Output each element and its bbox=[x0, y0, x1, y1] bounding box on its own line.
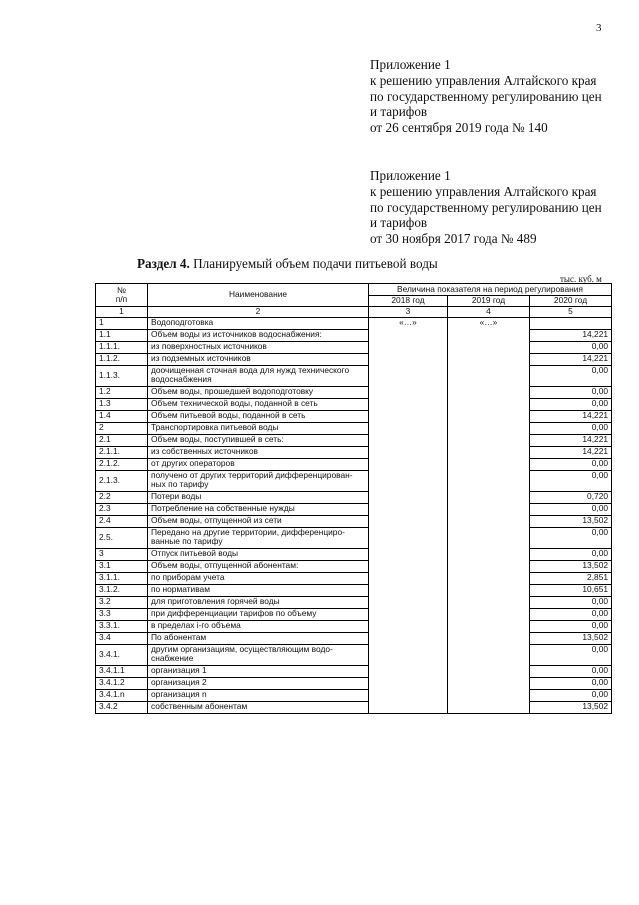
value-2019 bbox=[448, 560, 530, 572]
row-name: Отпуск питьевой воды bbox=[148, 548, 369, 560]
appendix-line: к решению управления Алтайского края bbox=[370, 72, 597, 88]
row-name: Потребление на собственные нужды bbox=[148, 503, 369, 515]
row-number: 3.1.1. bbox=[96, 572, 148, 584]
row-number: 3.4.1.2 bbox=[96, 677, 148, 689]
header-period-group: Величина показателя на период регулирования bbox=[369, 284, 612, 296]
row-name: организация 1 bbox=[148, 665, 369, 677]
value-2020: 0,00 bbox=[530, 422, 612, 434]
value-2020: 0,00 bbox=[530, 398, 612, 410]
value-2020: 0,00 bbox=[530, 341, 612, 353]
header-year: 2018 год bbox=[369, 296, 448, 307]
appendix-line: и тарифов bbox=[370, 104, 428, 120]
value-2018 bbox=[369, 458, 448, 470]
table-row bbox=[96, 572, 612, 584]
value-2018 bbox=[369, 410, 448, 422]
row-name: из подземных источников bbox=[148, 353, 369, 365]
value-2020: 0,00 bbox=[530, 596, 612, 608]
value-2019 bbox=[448, 386, 530, 398]
row-name: Транспортировка питьевой воды bbox=[148, 422, 369, 434]
row-number: 1.1.1. bbox=[96, 341, 148, 353]
section-label: Раздел 4. bbox=[137, 256, 190, 271]
table-row bbox=[96, 398, 612, 410]
row-number: 3.4 bbox=[96, 632, 148, 644]
value-2020: 14,221 bbox=[530, 434, 612, 446]
row-name: по приборам учета bbox=[148, 572, 369, 584]
table-row bbox=[96, 329, 612, 341]
page-number: 3 bbox=[596, 22, 602, 34]
row-number: 2 bbox=[96, 422, 148, 434]
value-2019 bbox=[448, 677, 530, 689]
units-label: тыс. куб. м bbox=[560, 274, 602, 284]
row-number: 1.2 bbox=[96, 386, 148, 398]
table-row bbox=[96, 365, 612, 386]
appendix-line: и тарифов bbox=[370, 215, 428, 231]
row-number: 2.1.3. bbox=[96, 470, 148, 491]
value-2018 bbox=[369, 560, 448, 572]
value-2020: 0,00 bbox=[530, 527, 612, 548]
value-2019 bbox=[448, 572, 530, 584]
value-2019 bbox=[448, 701, 530, 713]
value-2019 bbox=[448, 410, 530, 422]
value-2019 bbox=[448, 527, 530, 548]
row-name: по нормативам bbox=[148, 584, 369, 596]
table-row bbox=[96, 317, 612, 329]
table-row bbox=[96, 689, 612, 701]
value-2018 bbox=[369, 515, 448, 527]
value-2018 bbox=[369, 491, 448, 503]
value-2019 bbox=[448, 515, 530, 527]
appendix-line: от 30 ноября 2017 года № 489 bbox=[370, 231, 537, 247]
value-2019 bbox=[448, 422, 530, 434]
table-row bbox=[96, 446, 612, 458]
value-2019 bbox=[448, 503, 530, 515]
value-2020: 0,00 bbox=[530, 665, 612, 677]
table-row bbox=[96, 584, 612, 596]
column-number: 2 bbox=[148, 307, 369, 318]
column-number: 3 bbox=[369, 307, 448, 318]
value-2020: 0,00 bbox=[530, 677, 612, 689]
row-number: 3.4.2 bbox=[96, 701, 148, 713]
value-2018 bbox=[369, 470, 448, 491]
value-2019 bbox=[448, 596, 530, 608]
appendix-line: Приложение 1 bbox=[370, 168, 451, 183]
row-number: 2.5. bbox=[96, 527, 148, 548]
table-row bbox=[96, 386, 612, 398]
row-name: другим организациям, осуществляющим водо-снабжение bbox=[148, 644, 369, 665]
value-2018 bbox=[369, 353, 448, 365]
row-number: 2.1.2. bbox=[96, 458, 148, 470]
value-2020: 0,00 bbox=[530, 386, 612, 398]
value-2019 bbox=[448, 398, 530, 410]
table-row bbox=[96, 503, 612, 515]
value-2019 bbox=[448, 353, 530, 365]
row-name: Объем воды, отпущенной из сети bbox=[148, 515, 369, 527]
value-2018 bbox=[369, 584, 448, 596]
row-number: 2.2 bbox=[96, 491, 148, 503]
value-2018 bbox=[369, 596, 448, 608]
row-name: из поверхностных источников bbox=[148, 341, 369, 353]
value-2019 bbox=[448, 644, 530, 665]
header-year: 2020 год bbox=[530, 296, 612, 307]
value-2019 bbox=[448, 548, 530, 560]
value-2018 bbox=[369, 446, 448, 458]
value-2019 bbox=[448, 608, 530, 620]
value-2018: «…» bbox=[369, 317, 448, 329]
table-row bbox=[96, 632, 612, 644]
value-2019 bbox=[448, 620, 530, 632]
row-number: 1.1 bbox=[96, 329, 148, 341]
row-number: 1.1.3. bbox=[96, 365, 148, 386]
value-2020: 13,502 bbox=[530, 701, 612, 713]
value-2020: 0,00 bbox=[530, 365, 612, 386]
table-row bbox=[96, 470, 612, 491]
value-2020: 14,221 bbox=[530, 446, 612, 458]
value-2019 bbox=[448, 689, 530, 701]
row-name: Объем воды, отпущенной абонентам: bbox=[148, 560, 369, 572]
row-name: Объем технической воды, поданной в сеть bbox=[148, 398, 369, 410]
table-row bbox=[96, 608, 612, 620]
row-number: 3.3 bbox=[96, 608, 148, 620]
value-2018 bbox=[369, 503, 448, 515]
table-row bbox=[96, 491, 612, 503]
header-year: 2019 год bbox=[448, 296, 530, 307]
value-2018 bbox=[369, 632, 448, 644]
water-supply-table bbox=[95, 283, 612, 714]
value-2018 bbox=[369, 422, 448, 434]
section-title-text: Планируемый объем подачи питьевой воды bbox=[193, 256, 438, 271]
table-row bbox=[96, 644, 612, 665]
column-number: 4 bbox=[448, 307, 530, 318]
value-2020: 2,851 bbox=[530, 572, 612, 584]
value-2020: 0,720 bbox=[530, 491, 612, 503]
table-row bbox=[96, 353, 612, 365]
row-number: 1.4 bbox=[96, 410, 148, 422]
row-number: 3.1 bbox=[96, 560, 148, 572]
table-row bbox=[96, 560, 612, 572]
row-name: Объем воды, прошедшей водоподготовку bbox=[148, 386, 369, 398]
table-row bbox=[96, 410, 612, 422]
value-2019 bbox=[448, 470, 530, 491]
value-2018 bbox=[369, 701, 448, 713]
row-number: 1 bbox=[96, 317, 148, 329]
row-name: от других операторов bbox=[148, 458, 369, 470]
row-number: 2.1.1. bbox=[96, 446, 148, 458]
value-2020: 14,221 bbox=[530, 410, 612, 422]
header-num: № п/п bbox=[96, 284, 148, 307]
value-2018 bbox=[369, 365, 448, 386]
value-2019 bbox=[448, 458, 530, 470]
row-number: 2.4 bbox=[96, 515, 148, 527]
value-2018 bbox=[369, 527, 448, 548]
row-name: в пределах i-го объема bbox=[148, 620, 369, 632]
value-2019 bbox=[448, 491, 530, 503]
row-number: 3 bbox=[96, 548, 148, 560]
value-2020: 13,502 bbox=[530, 515, 612, 527]
table-row bbox=[96, 548, 612, 560]
row-name: Объем воды, поступившей в сеть: bbox=[148, 434, 369, 446]
value-2020: 0,00 bbox=[530, 608, 612, 620]
table-row bbox=[96, 458, 612, 470]
value-2018 bbox=[369, 665, 448, 677]
value-2019 bbox=[448, 365, 530, 386]
row-name: получено от других территорий дифференцирован-ных по тарифу bbox=[148, 470, 369, 491]
value-2018 bbox=[369, 341, 448, 353]
value-2018 bbox=[369, 644, 448, 665]
appendix-block-current bbox=[370, 57, 602, 136]
row-name: По абонентам bbox=[148, 632, 369, 644]
appendix-line: к решению управления Алтайского края bbox=[370, 183, 597, 199]
row-name: Потери воды bbox=[148, 491, 369, 503]
row-name: Водоподготовка bbox=[148, 317, 369, 329]
row-number: 1.1.2. bbox=[96, 353, 148, 365]
table-row bbox=[96, 677, 612, 689]
value-2019 bbox=[448, 434, 530, 446]
row-name: Передано на другие территории, дифференциро-ванные по тарифу bbox=[148, 527, 369, 548]
value-2018 bbox=[369, 689, 448, 701]
appendix-line: по государственному регулированию цен bbox=[370, 199, 602, 215]
table-row bbox=[96, 527, 612, 548]
appendix-block-original bbox=[370, 168, 602, 247]
value-2020 bbox=[530, 317, 612, 329]
value-2020: 14,221 bbox=[530, 329, 612, 341]
value-2018 bbox=[369, 434, 448, 446]
value-2018 bbox=[369, 398, 448, 410]
table-row bbox=[96, 341, 612, 353]
appendix-line: по государственному регулированию цен bbox=[370, 88, 602, 104]
row-name: организация 2 bbox=[148, 677, 369, 689]
row-number: 3.2 bbox=[96, 596, 148, 608]
value-2019 bbox=[448, 446, 530, 458]
table-row bbox=[96, 422, 612, 434]
value-2020: 0,00 bbox=[530, 620, 612, 632]
row-number: 3.4.1. bbox=[96, 644, 148, 665]
value-2018 bbox=[369, 386, 448, 398]
row-number: 3.4.1.1 bbox=[96, 665, 148, 677]
value-2019 bbox=[448, 329, 530, 341]
value-2018 bbox=[369, 572, 448, 584]
header-name: Наименование bbox=[148, 284, 369, 307]
row-number: 3.1.2. bbox=[96, 584, 148, 596]
value-2019 bbox=[448, 632, 530, 644]
appendix-line: Приложение 1 bbox=[370, 57, 451, 72]
value-2020: 14,221 bbox=[530, 353, 612, 365]
row-name: для приготовления горячей воды bbox=[148, 596, 369, 608]
row-name: Объем питьевой воды, поданной в сеть bbox=[148, 410, 369, 422]
row-number: 1.3 bbox=[96, 398, 148, 410]
appendix-line: от 26 сентября 2019 года № 140 bbox=[370, 120, 548, 136]
row-name: организация n bbox=[148, 689, 369, 701]
value-2019 bbox=[448, 665, 530, 677]
value-2018 bbox=[369, 608, 448, 620]
table-row bbox=[96, 665, 612, 677]
row-number: 2.1 bbox=[96, 434, 148, 446]
value-2020: 13,502 bbox=[530, 560, 612, 572]
row-name: собственным абонентам bbox=[148, 701, 369, 713]
value-2020: 13,502 bbox=[530, 632, 612, 644]
value-2018 bbox=[369, 548, 448, 560]
value-2018 bbox=[369, 620, 448, 632]
row-name: при дифференциации тарифов по объему bbox=[148, 608, 369, 620]
row-number: 2.3 bbox=[96, 503, 148, 515]
value-2020: 0,00 bbox=[530, 548, 612, 560]
value-2020: 0,00 bbox=[530, 689, 612, 701]
value-2019 bbox=[448, 341, 530, 353]
value-2020: 10,651 bbox=[530, 584, 612, 596]
value-2018 bbox=[369, 329, 448, 341]
table-row bbox=[96, 434, 612, 446]
column-number: 5 bbox=[530, 307, 612, 318]
section-title bbox=[137, 256, 438, 272]
value-2020: 0,00 bbox=[530, 503, 612, 515]
value-2019 bbox=[448, 584, 530, 596]
row-number: 3.3.1. bbox=[96, 620, 148, 632]
column-number: 1 bbox=[96, 307, 148, 318]
row-name: из собственных источников bbox=[148, 446, 369, 458]
row-number: 3.4.1.n bbox=[96, 689, 148, 701]
row-name: доочищенная сточная вода для нужд технического водоснабжения bbox=[148, 365, 369, 386]
value-2018 bbox=[369, 677, 448, 689]
value-2020: 0,00 bbox=[530, 644, 612, 665]
value-2019: «…» bbox=[448, 317, 530, 329]
table-row bbox=[96, 515, 612, 527]
value-2020: 0,00 bbox=[530, 470, 612, 491]
table-row bbox=[96, 596, 612, 608]
table-row bbox=[96, 701, 612, 713]
table-row bbox=[96, 620, 612, 632]
row-name: Объем воды из источников водоснабжения: bbox=[148, 329, 369, 341]
value-2020: 0,00 bbox=[530, 458, 612, 470]
